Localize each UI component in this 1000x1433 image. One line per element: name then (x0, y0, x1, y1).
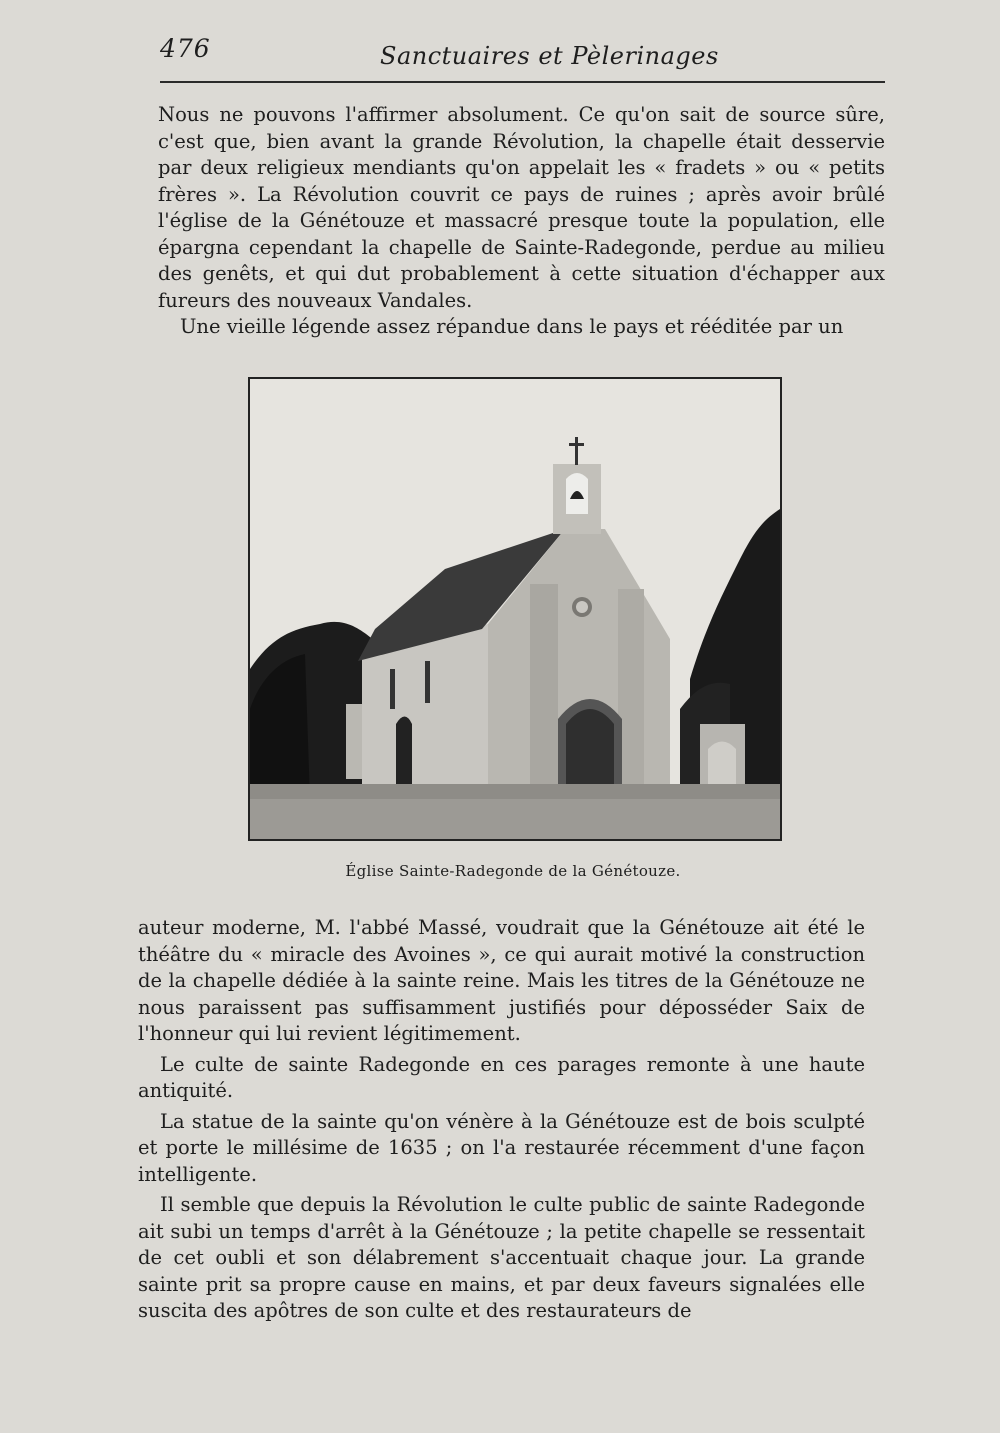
paragraph: Une vieille légende assez répandue dans le pays et rééditée par un (180, 315, 844, 338)
text-block-top (158, 102, 885, 341)
header-rule (160, 81, 885, 83)
paragraph: Le culte de sainte Radegonde en ces parages remonte à une haute antiquité. (138, 1052, 865, 1102)
running-title: Sanctuaires et Pèlerinages (380, 42, 719, 70)
paragraph: Nous ne pouvons l'affirmer absolument. Ce qu'on sait de source sûre, c'est que, bien avant la grande Révolution, la chapelle était desservie par deux religieux mendiants qu'on appelait les « fradets » ou « petits frères ». La Révolution couvrit ce pays de ruines ; après avoir brûlé l'église de la Génétouze et massacré presque toute la population, elle épargna cependant la chapelle de Sainte-Radegonde, perdue au milieu des genêts, et qui dut probablement à cette situation d'échapper aux fureurs des nouveaux Vandales. (158, 103, 885, 312)
text-block-bottom (138, 915, 865, 1329)
paragraph: La statue de la sainte qu'on vénère à la Génétouze est de bois sculpté et porte le millésime de 1635 ; on l'a restaurée récemment d'une façon intelligente. (138, 1109, 865, 1186)
chapel-illustration (250, 379, 780, 839)
page-header (160, 30, 885, 70)
paragraph: Il semble que depuis la Révolution le culte public de sainte Radegonde ait subi un temps d'arrêt à la Génétouze ; la petite chapelle se ressentait de cet oubli et son délabrement s'accentuait chaque jour. La grande sainte prit sa propre cause en mains, et par deux faveurs signalées elle suscita des apôtres de son culte et des restaurateurs de (138, 1193, 865, 1322)
chapel-photograph (248, 377, 782, 841)
page-number: 476 (160, 34, 211, 63)
paragraph: auteur moderne, M. l'abbé Massé, voudrait que la Génétouze ait été le théâtre du « miracle des Avoines », ce qui aurait motivé la construction de la chapelle dédiée à la sainte reine. Mais les titres de la Génétouze ne nous paraissent pas suffisamment justifiés pour déposséder Saix de l'honneur qui lui revient légitimement. (138, 916, 865, 1045)
figure-caption: Église Sainte-Radegonde de la Génétouze. (345, 862, 681, 880)
